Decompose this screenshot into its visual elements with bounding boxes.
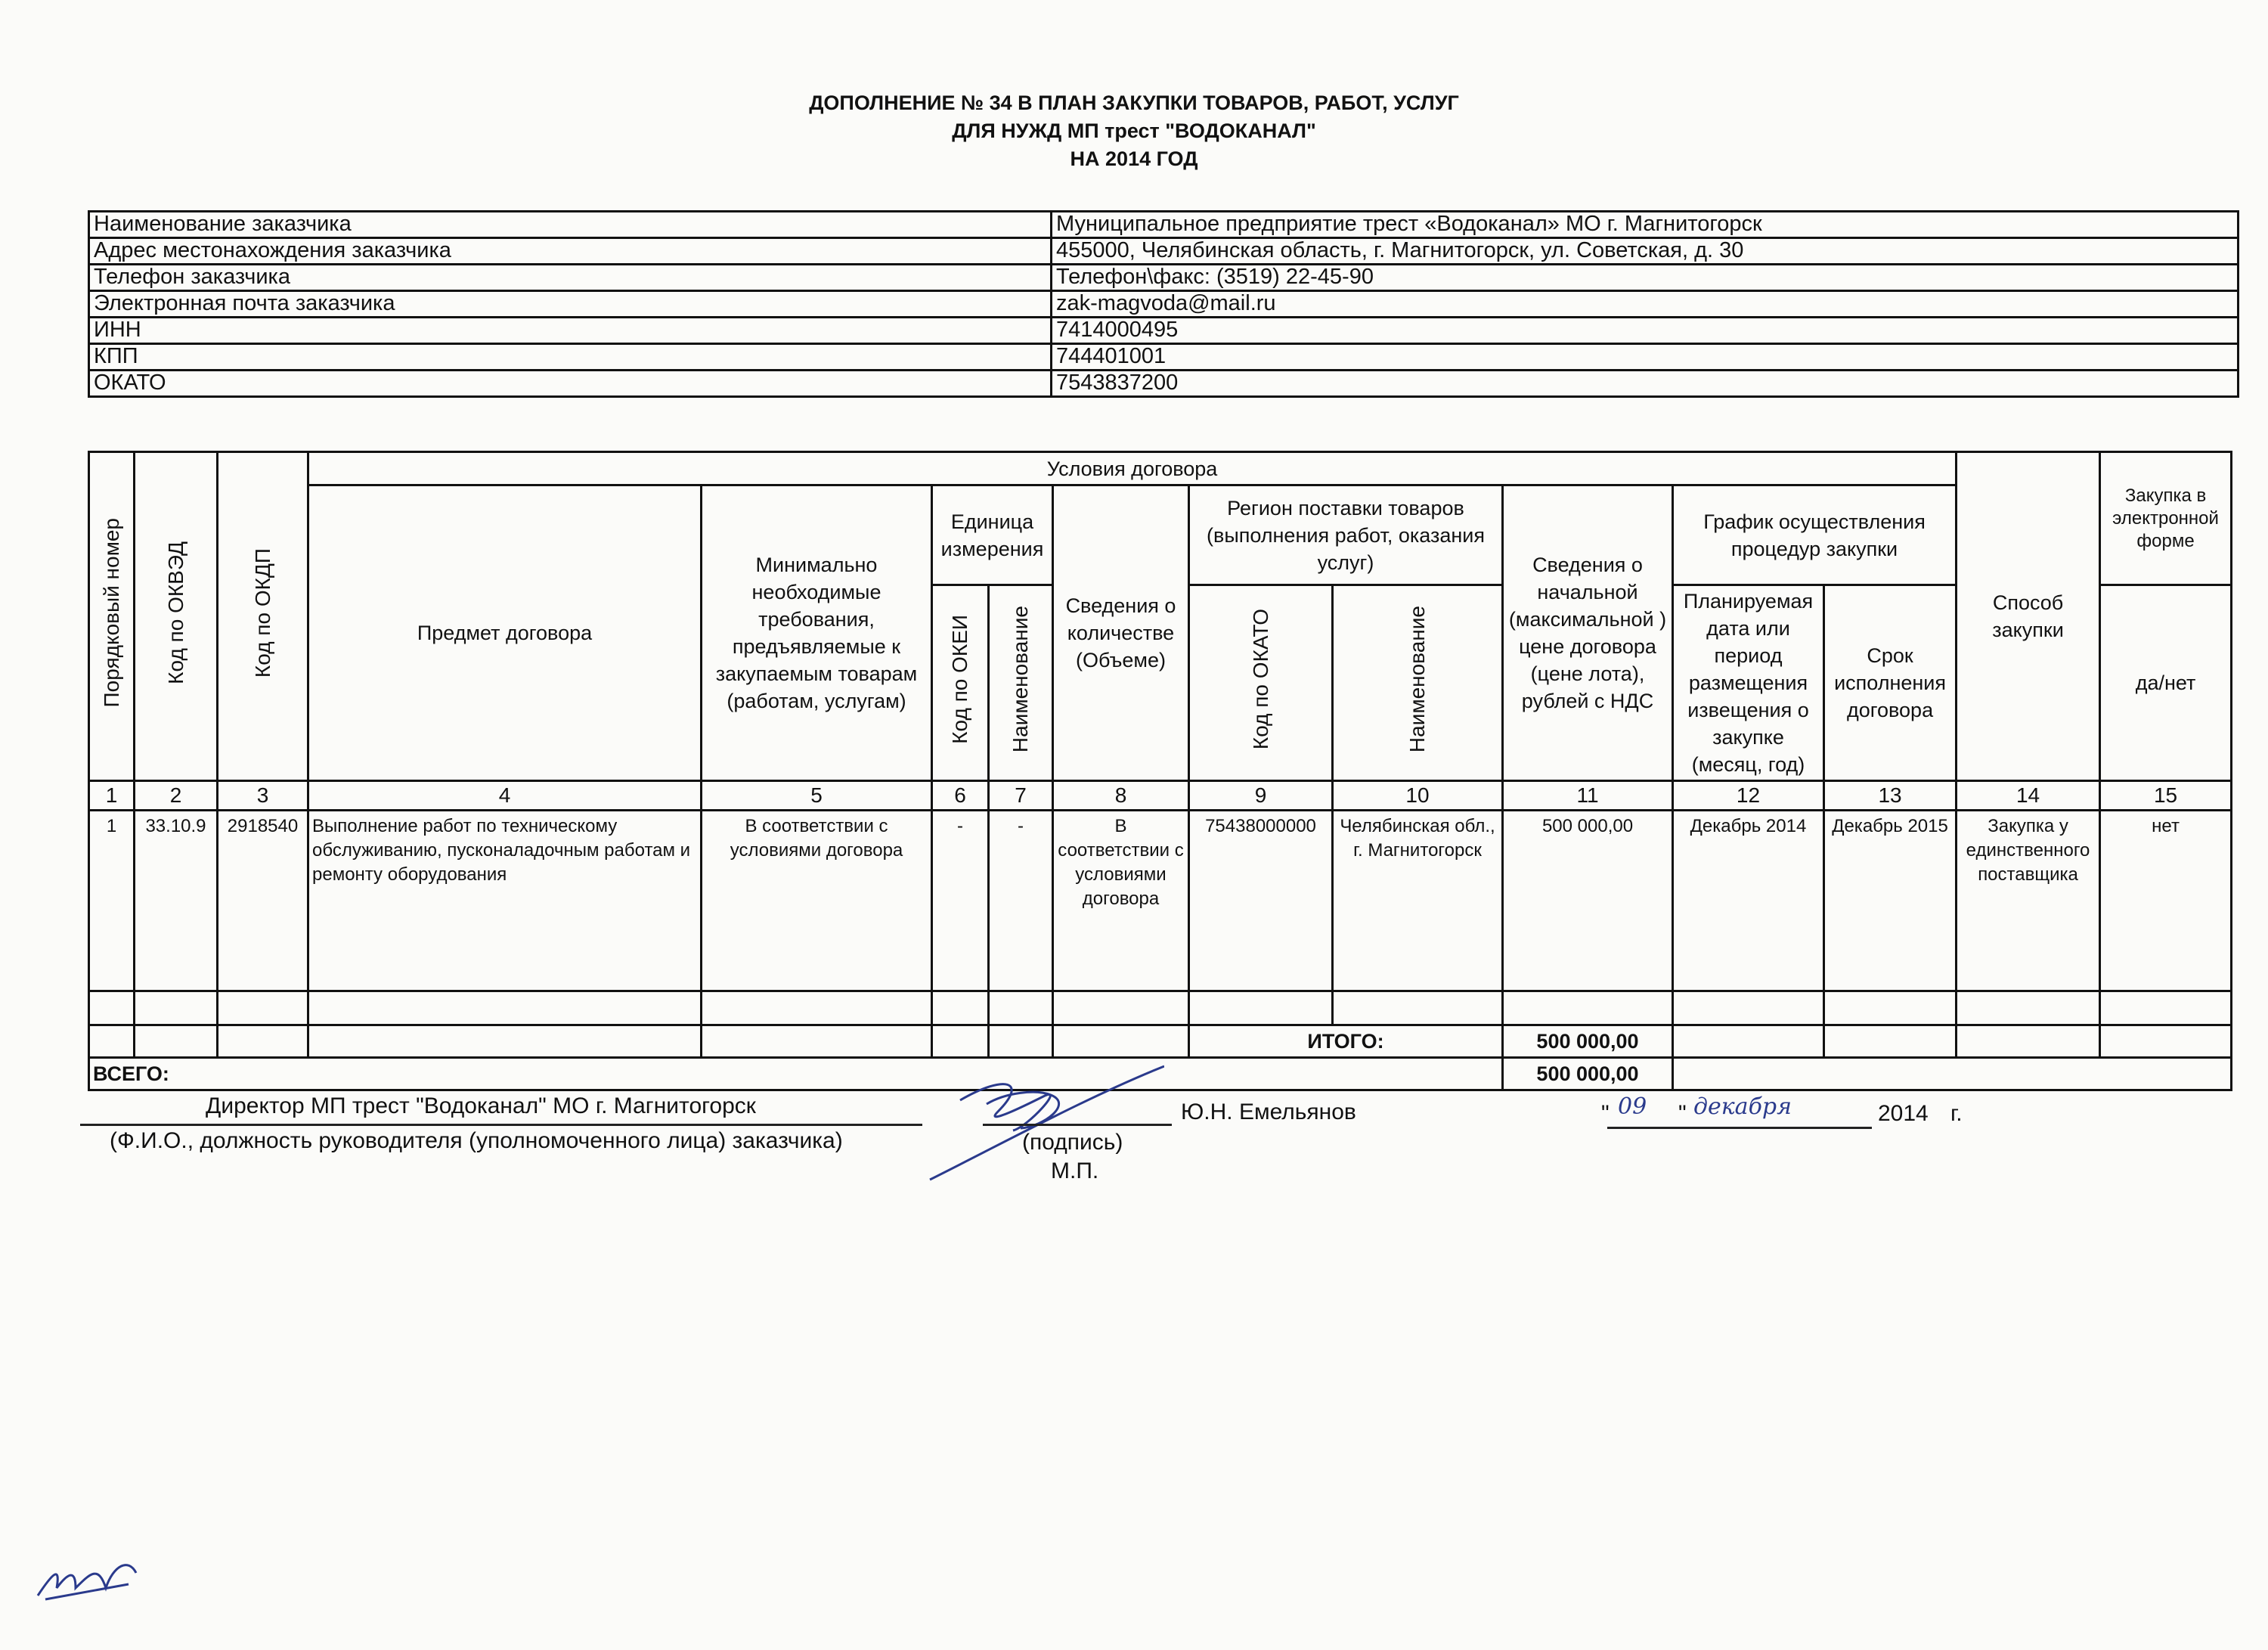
cell-no: 1	[89, 811, 135, 991]
column-number: 15	[2100, 781, 2232, 811]
customer-label: ОКАТО	[89, 371, 1052, 397]
column-number: 7	[989, 781, 1053, 811]
customer-value: 7414000495	[1052, 318, 2239, 344]
column-number: 8	[1053, 781, 1189, 811]
customer-email[interactable]: zak-magvoda@mail.ru	[1052, 291, 2239, 318]
customer-row	[89, 318, 2239, 344]
header-method: Способ закупки	[1957, 452, 2100, 781]
vsego-label: ВСЕГО:	[89, 1058, 1503, 1090]
column-number: 13	[1824, 781, 1957, 811]
header-okdp: Код по ОКДП	[218, 452, 308, 781]
column-number: 1	[89, 781, 135, 811]
header-quantity: Сведения о количестве (Объеме)	[1053, 485, 1189, 781]
customer-label: Электронная почта заказчика	[89, 291, 1052, 318]
customer-value: Муниципальное предприятие трест «Водоканал» МО г. Магнитогорск	[1052, 212, 2239, 238]
date-quote-close: "	[1678, 1101, 1687, 1126]
column-number: 3	[218, 781, 308, 811]
customer-label: КПП	[89, 344, 1052, 371]
title-line-2: ДЛЯ НУЖД МП трест "ВОДОКАНАЛ"	[952, 119, 1316, 142]
cell-price: 500 000,00	[1503, 811, 1673, 991]
cell-okdp: 2918540	[218, 811, 308, 991]
column-number: 5	[702, 781, 932, 811]
vsego-value: 500 000,00	[1503, 1058, 1673, 1090]
header-requirements: Минимально необходимые требования, предъявляемые к закупаемым товарам (работам, услугам)	[702, 485, 932, 781]
column-number: 11	[1503, 781, 1673, 811]
position-line	[80, 1124, 922, 1126]
date-quote-open: "	[1601, 1101, 1610, 1126]
cell-exec-term: Декабрь 2015	[1824, 811, 1957, 991]
customer-value: Телефон\факс: (3519) 22-45-90	[1052, 265, 2239, 291]
date-line	[1607, 1127, 1872, 1129]
cell-quantity: В соответствии с условиями договора	[1053, 811, 1189, 991]
header-region: Регион поставки товаров (выполнения работ, оказания услуг)	[1189, 485, 1503, 585]
customer-row	[89, 212, 2239, 238]
column-number: 6	[932, 781, 989, 811]
director-position: Директор МП трест "Водоканал" МО г. Магнитогорск	[206, 1093, 756, 1118]
customer-value: 7543837200	[1052, 371, 2239, 397]
header-yes-no: да/нет	[2100, 585, 2232, 781]
column-number: 14	[1957, 781, 2100, 811]
header-region-name: Наименование	[1333, 585, 1503, 781]
header-schedule: График осуществления процедур закупки	[1673, 485, 1957, 585]
customer-label: ИНН	[89, 318, 1052, 344]
header-order-no: Порядковый номер	[89, 452, 135, 781]
header-row-1	[89, 452, 2232, 485]
header-price: Сведения о начальной (максимальной ) цене договора (цене лота), рублей с НДС	[1503, 485, 1673, 781]
cell-electronic: нет	[2100, 811, 2232, 991]
title-line-1: ДОПОЛНЕНИЕ № 34 В ПЛАН ЗАКУПКИ ТОВАРОВ, РАБОТ, УСЛУГ	[809, 91, 1459, 114]
customer-info-table	[88, 210, 2239, 398]
itogo-label: ИТОГО:	[1189, 1025, 1503, 1058]
cell-unit-name: -	[989, 811, 1053, 991]
header-subject: Предмет договора	[308, 485, 702, 781]
header-exec-term: Срок исполнения договора	[1824, 585, 1957, 781]
customer-value: 744401001	[1052, 344, 2239, 371]
cell-okved: 33.10.9	[135, 811, 218, 991]
director-signature	[915, 1059, 1164, 1187]
customer-row	[89, 344, 2239, 371]
cell-requirements: В соответствии с условиями договора	[702, 811, 932, 991]
customer-row	[89, 291, 2239, 318]
signature-line	[983, 1124, 1172, 1126]
date-suffix: г.	[1950, 1101, 1963, 1126]
title-line-3: НА 2014 ГОД	[1070, 147, 1198, 170]
initials-signature	[30, 1543, 144, 1611]
column-numbers-row	[89, 781, 2232, 811]
column-number: 12	[1673, 781, 1824, 811]
header-planned-date: Планируемая дата или период размещения извещения о закупке (месяц, год)	[1673, 585, 1824, 781]
header-unit-name: Наименование	[989, 585, 1053, 781]
customer-row	[89, 238, 2239, 265]
itogo-value: 500 000,00	[1503, 1025, 1673, 1058]
cell-okei: -	[932, 811, 989, 991]
stamp-label: М.П.	[1051, 1158, 1099, 1183]
cell-subject: Выполнение работ по техническому обслуживанию, пусконаладочным работам и ремонту оборудования	[308, 811, 702, 991]
customer-row	[89, 371, 2239, 397]
customer-row	[89, 265, 2239, 291]
header-okei: Код по ОКЕИ	[932, 585, 989, 781]
customer-value: 455000, Челябинская область, г. Магнитогорск, ул. Советская, д. 30	[1052, 238, 2239, 265]
header-row-2	[89, 485, 2232, 585]
empty-row	[89, 991, 2232, 1025]
signature-caption: (подпись)	[1022, 1130, 1123, 1155]
cell-okato: 75438000000	[1189, 811, 1333, 991]
column-number: 4	[308, 781, 702, 811]
table-row	[89, 811, 2232, 991]
header-electronic: Закупка в электронной форме	[2100, 452, 2232, 585]
column-number: 9	[1189, 781, 1333, 811]
document-title	[0, 89, 2268, 173]
itogo-row	[89, 1025, 2232, 1058]
date-month: декабря	[1693, 1093, 1792, 1120]
director-name: Ю.Н. Емельянов	[1181, 1099, 1356, 1124]
cell-region-name: Челябинская обл., г. Магнитогорск	[1333, 811, 1503, 991]
procurement-table	[88, 451, 2232, 1091]
header-unit: Единица измерения	[932, 485, 1053, 585]
customer-label: Телефон заказчика	[89, 265, 1052, 291]
position-caption: (Ф.И.О., должность руководителя (уполномоченного лица) заказчика)	[110, 1128, 843, 1153]
header-conditions: Условия договора	[308, 452, 1957, 485]
cell-planned-date: Декабрь 2014	[1673, 811, 1824, 991]
column-number: 2	[135, 781, 218, 811]
customer-label: Адрес местонахождения заказчика	[89, 238, 1052, 265]
header-okved: Код по ОКВЭД	[135, 452, 218, 781]
cell-method: Закупка у единственного поставщика	[1957, 811, 2100, 991]
customer-label: Наименование заказчика	[89, 212, 1052, 238]
date-day: 09	[1618, 1093, 1647, 1120]
header-okato: Код по ОКАТО	[1189, 585, 1333, 781]
column-number: 10	[1333, 781, 1503, 811]
date-year: 2014	[1878, 1101, 1929, 1126]
